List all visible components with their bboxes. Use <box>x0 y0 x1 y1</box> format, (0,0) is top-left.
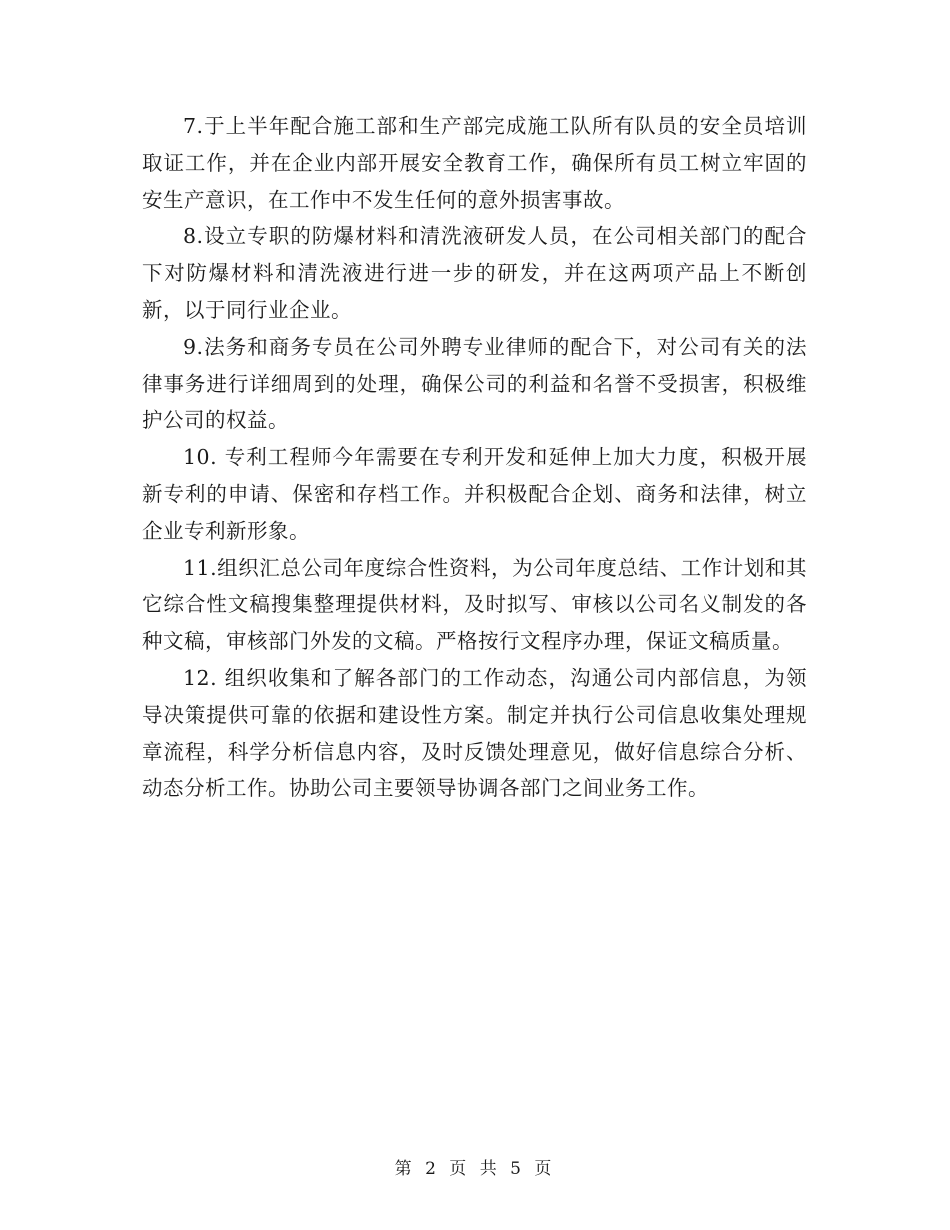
paragraph-item-7: 7.于上半年配合施工部和生产部完成施工队所有队员的安全员培训取证工作，并在企业内部开展安全教育工作，确保所有员工树立牢固的安生产意识，在工作中不发生任何的意外损害事故。 <box>142 114 807 212</box>
document-body <box>142 108 807 807</box>
paragraph-item-10: 10. 专利工程师今年需要在专利开发和延伸上加大力度，积极开展新专利的申请、保密和存档工作。并积极配合企划、商务和法律，树立企业专利新形象。 <box>142 445 807 543</box>
paragraph-item-9: 9.法务和商务专员在公司外聘专业律师的配合下，对公司有关的法律事务进行详细周到的处理，确保公司的利益和名誉不受损害，积极维护公司的权益。 <box>142 334 807 433</box>
paragraph-item-11: 11.组织汇总公司年度综合性资料，为公司年度总结、工作计划和其它综合性文稿搜集整理提供材料，及时拟写、审核以公司名义制发的各种文稿，审核部门外发的文稿。严格按行文程序办理，保证文稿质量。 <box>142 555 807 654</box>
paragraph-item-12: 12. 组织收集和了解各部门的工作动态，沟通公司内部信息，为领导决策提供可靠的依据和建设性方案。制定并执行公司信息收集处理规章流程，科学分析信息内容，及时反馈处理意见，做好信息综合分析、动态分析工作。协助公司主要领导协调各部门之间业务工作。 <box>142 665 807 801</box>
paragraph-item-8: 8.设立专职的防爆材料和清洗液研发人员，在公司相关部门的配合下对防爆材料和清洗液进行进一步的研发，并在这两项产品上不断创新，以于同行业企业。 <box>142 224 807 322</box>
page-number-footer: 第 2 页 共 5 页 <box>394 1159 556 1179</box>
